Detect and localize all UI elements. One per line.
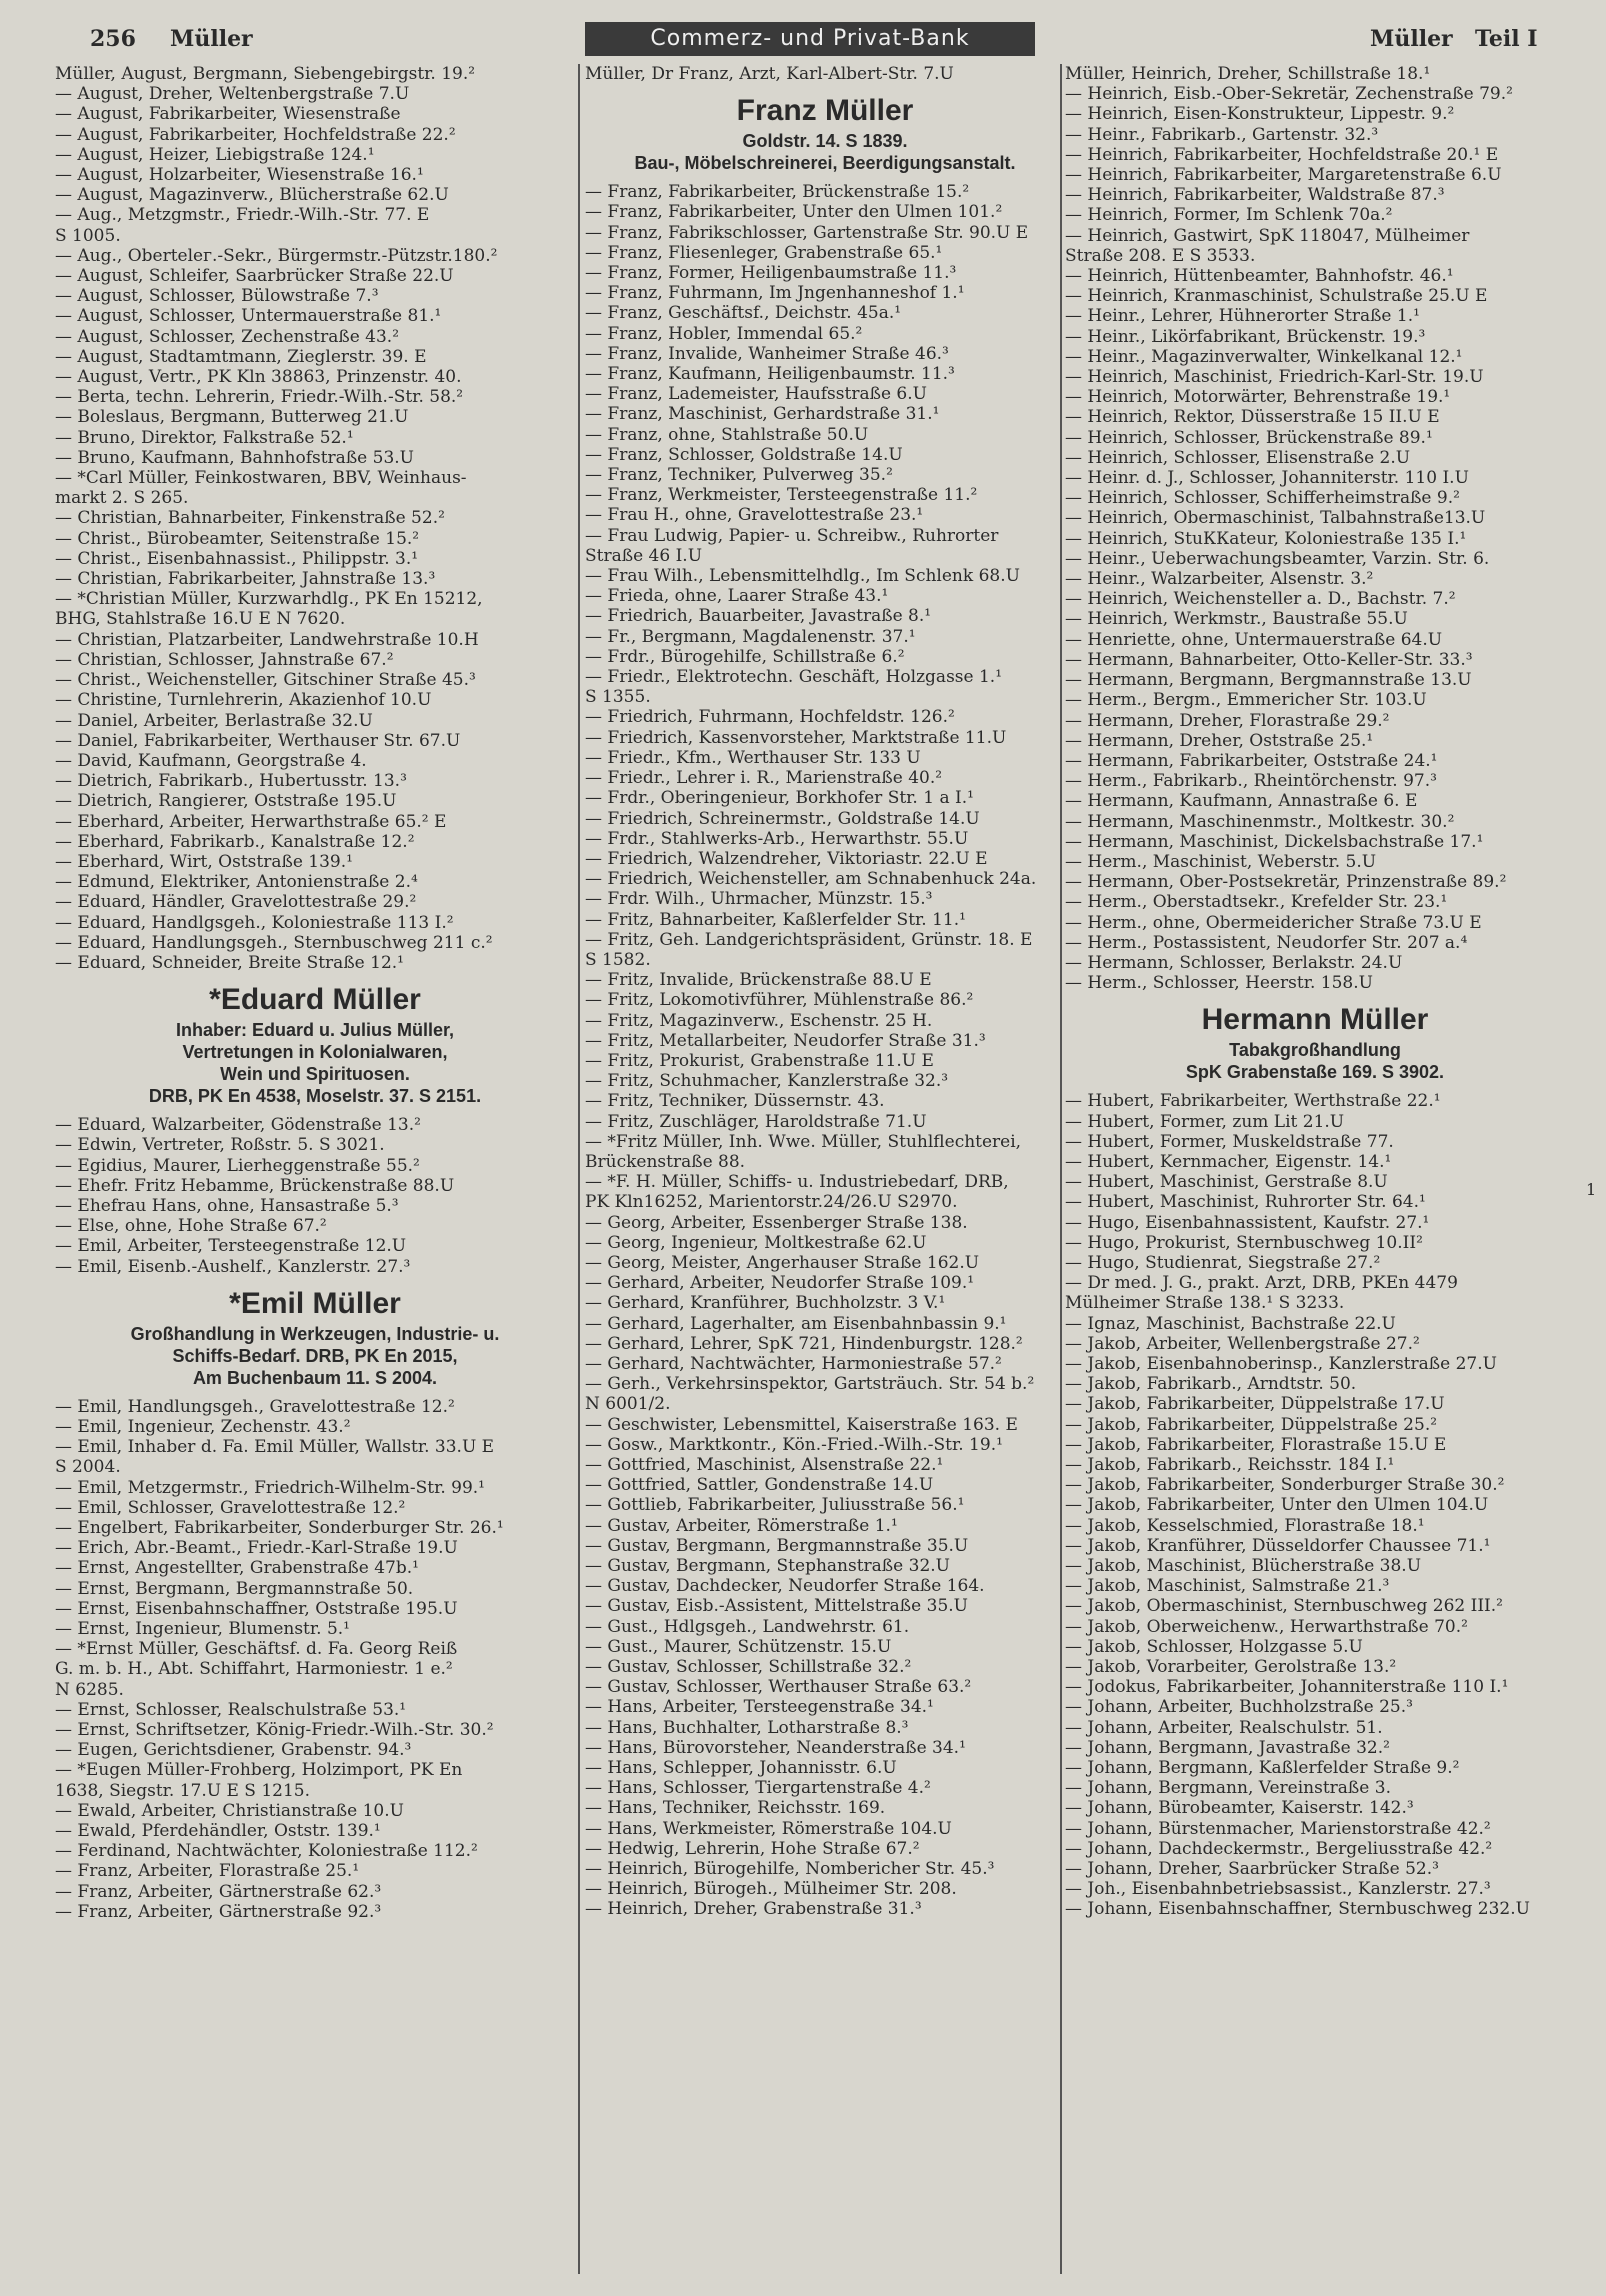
- directory-entry: — Hermann, Bergmann, Bergmannstraße 13.U: [1065, 670, 1472, 691]
- column-2: [585, 64, 1065, 1920]
- directory-entry: — Ernst, Bergmann, Bergmannstraße 50.: [55, 1578, 414, 1599]
- directory-entry: S 1355.: [585, 687, 651, 708]
- directory-entry: — Hubert, Fabrikarbeiter, Werthstraße 22.¹: [1065, 1091, 1441, 1112]
- directory-entry: — Fr., Bergmann, Magdalenenstr. 37.¹: [585, 626, 916, 647]
- directory-entry: — Jakob, Fabrikarbeiter, Sonderburger Straße 30.²: [1065, 1475, 1505, 1496]
- directory-entry: — Eduard, Schneider, Breite Straße 12.¹: [55, 952, 404, 973]
- directory-entry: Müller, August, Bergmann, Siebengebirgstr. 19.²: [55, 64, 476, 84]
- directory-entry: — Dietrich, Rangierer, Oststraße 195.U: [55, 791, 397, 812]
- advert-hermann: [1065, 993, 1565, 1091]
- directory-entry: — Frdr., Oberingenieur, Borkhofer Str. 1 a I.¹: [585, 788, 974, 809]
- directory-entry: — Jakob, Fabrikarbeiter, Düppelstraße 17.U: [1065, 1394, 1445, 1415]
- directory-entry: — Eberhard, Arbeiter, Herwarthstraße 65.² E: [55, 811, 447, 832]
- directory-entry: — Franz, Lademeister, Haufsstraße 6.U: [585, 384, 927, 405]
- directory-entry: — Hubert, Former, Muskeldstraße 77.: [1065, 1131, 1394, 1152]
- directory-entry: — Frau H., ohne, Gravelottestraße 23.¹: [585, 505, 924, 526]
- directory-entry: — Friedr., Kfm., Werthauser Str. 133 U: [585, 747, 921, 768]
- directory-entry: — *Fritz Müller, Inh. Wwe. Müller, Stuhlflechterei,: [585, 1131, 1022, 1152]
- directory-entry: — Gerh., Verkehrsinspektor, Gartsträuch. Str. 54 b.²: [585, 1374, 1035, 1395]
- directory-entry: — Egidius, Maurer, Lierheggenstraße 55.²: [55, 1155, 420, 1176]
- directory-entry: — Franz, Hobler, Immendal 65.²: [585, 323, 863, 344]
- directory-entry: — August, Stadtamtmann, Zieglerstr. 39. E: [55, 346, 427, 367]
- directory-entry: — August, Schleifer, Saarbrücker Straße 22.U: [55, 266, 454, 287]
- directory-entry: — Gerhard, Kranführer, Buchholzstr. 3 V.¹: [585, 1293, 946, 1314]
- directory-entry: — Eugen, Gerichtsdiener, Grabenstr. 94.³: [55, 1740, 412, 1761]
- directory-entry: — August, Holzarbeiter, Wiesenstraße 16.¹: [55, 165, 424, 186]
- directory-entry: — Jakob, Arbeiter, Wellenbergstraße 27.²: [1065, 1333, 1420, 1354]
- advert-line: Wein und Spirituosen.: [220, 1064, 410, 1085]
- directory-entry: — Frieda, ohne, Laarer Straße 43.¹: [585, 586, 889, 607]
- directory-entry: — Jakob, Fabrikarbeiter, Unter den Ulmen 104.U: [1065, 1495, 1489, 1516]
- directory-entry: — Jakob, Schlosser, Holzgasse 5.U: [1065, 1636, 1363, 1657]
- directory-entry: — Gottlieb, Fabrikarbeiter, Juliusstraße 56.¹: [585, 1495, 965, 1516]
- directory-entry: — Franz, Werkmeister, Tersteegenstraße 11.²: [585, 485, 978, 506]
- directory-entry: — Franz, Kaufmann, Heiligenbaumstr. 11.³: [585, 364, 955, 385]
- directory-entry: — Daniel, Fabrikarbeiter, Werthauser Str. 67.U: [55, 730, 461, 751]
- advert-line: Schiffs-Bedarf. DRB, PK En 2015,: [172, 1345, 458, 1366]
- directory-entry: — *Carl Müller, Feinkostwaren, BBV, Weinhaus-: [55, 468, 467, 489]
- directory-entry: — Heinrich, Maschinist, Friedrich-Karl-Str. 19.U: [1065, 367, 1484, 388]
- directory-entry: — Jakob, Fabrikarbeiter, Düppelstraße 25.²: [1065, 1414, 1438, 1435]
- directory-entry: — Berta, techn. Lehrerin, Friedr.-Wilh.-Str. 58.²: [55, 387, 464, 408]
- directory-entry: — Hugo, Eisenbahnassistent, Kaufstr. 27.¹: [1065, 1212, 1430, 1233]
- directory-entry: — Heinrich, Fabrikarbeiter, Margaretenstraße 6.U: [1065, 165, 1502, 186]
- directory-entry: — Friedrich, Kassenvorsteher, Marktstraße 11.U: [585, 727, 1007, 748]
- directory-entry: — Hans, Techniker, Reichsstr. 169.: [585, 1798, 886, 1819]
- advert-eduard: [55, 973, 575, 1115]
- directory-entry: — Franz, Invalide, Wanheimer Straße 46.³: [585, 343, 949, 364]
- directory-entry: — Ehefr. Fritz Hebamme, Brückenstraße 88.U: [55, 1175, 455, 1196]
- directory-entry: — Emil, Ingenieur, Zechenstr. 43.²: [55, 1416, 351, 1437]
- directory-entry: — Edmund, Elektriker, Antonienstraße 2.⁴: [55, 872, 418, 893]
- directory-entry: — Heinr., Walzarbeiter, Alsenstr. 3.²: [1065, 569, 1374, 590]
- directory-entry: — August, Schlosser, Bülowstraße 7.³: [55, 286, 379, 307]
- directory-entry: — Aug., Metzgmstr., Friedr.-Wilh.-Str. 77. E: [55, 205, 430, 226]
- directory-entry: — Heinr., Likörfabrikant, Brückenstr. 19.³: [1065, 326, 1426, 347]
- directory-entry: — Emil, Arbeiter, Tersteegenstraße 12.U: [55, 1236, 407, 1257]
- column-divider: [578, 64, 580, 2274]
- advert-franz: [585, 84, 1065, 182]
- directory-entry: — Jakob, Fabrikarb., Arndtstr. 50.: [1065, 1374, 1357, 1395]
- directory-entry: — Bruno, Kaufmann, Bahnhofstraße 53.U: [55, 447, 415, 468]
- directory-entry: — Ernst, Schlosser, Realschulstraße 53.¹: [55, 1699, 407, 1720]
- directory-entry: — Ernst, Angestellter, Grabenstraße 47b.¹: [55, 1558, 419, 1579]
- directory-entry: — Heinrich, Schlosser, Brückenstraße 89.¹: [1065, 427, 1433, 448]
- advert-line: Am Buchenbaum 11. S 2004.: [192, 1367, 438, 1388]
- column-1: [55, 64, 575, 1922]
- directory-entry: — Heinrich, Dreher, Grabenstraße 31.³: [585, 1899, 922, 1920]
- directory-entry: — Aug., Obertelег.-Sekr., Bürgermstr.-Pützstr.180.²: [55, 245, 498, 266]
- directory-entry: — Heinrich, Kranmaschinist, Schulstraße 25.U E: [1065, 286, 1488, 307]
- directory-entry: — Friedrich, Walzendreher, Viktoriastr. 22.U E: [585, 848, 988, 869]
- directory-entry: — Hubert, Maschinist, Gerstraße 8.U: [1065, 1172, 1388, 1193]
- directory-entry: — Gustav, Arbeiter, Römerstraße 1.¹: [585, 1515, 898, 1536]
- directory-entry: — *Christian Müller, Kurzwarhdlg., PK En 15212,: [55, 589, 483, 610]
- directory-entry: — Heinrich, Motorwärter, Behrenstraße 19.¹: [1065, 387, 1451, 408]
- directory-entry: — Heinr., Lehrer, Hühnerorter Straße 1.¹: [1065, 306, 1420, 327]
- directory-entry: — Herm., Postassistent, Neudorfer Str. 207 a.⁴: [1065, 932, 1468, 953]
- advert-line: Bau-, Möbelschreinerei, Beerdigungsanstalt.: [634, 153, 1016, 174]
- directory-entry: — Eduard, Händler, Gravelottestraße 29.²: [55, 892, 417, 913]
- directory-entry: — August, Fabrikarbeiter, Wiesenstraße: [55, 104, 401, 125]
- directory-entry: — Franz, Maschinist, Gerhardstraße 31.¹: [585, 404, 940, 425]
- directory-entry: — Gustav, Bergmann, Bergmannstraße 35.U: [585, 1535, 969, 1556]
- directory-entry: — Henriette, ohne, Untermauerstraße 64.U: [1065, 629, 1443, 650]
- directory-entry: — Frau Wilh., Lebensmittelhdlg., Im Schlenk 68.U: [585, 566, 1020, 587]
- directory-entry: — Fritz, Geh. Landgerichtspräsident, Grünstr. 18. E: [585, 929, 1033, 950]
- directory-entry: — Georg, Meister, Angerhauser Straße 162.U: [585, 1252, 980, 1273]
- directory-entry: Müller, Heinrich, Dreher, Schillstraße 18.¹: [1065, 64, 1431, 84]
- advert-line: Inhaber: Eduard u. Julius Müller,: [175, 1020, 455, 1041]
- directory-entry: — Christian, Fabrikarbeiter, Jahnstraße 13.³: [55, 569, 436, 590]
- directory-entry: — Hubert, Kernmacher, Eigenstr. 14.¹: [1065, 1151, 1392, 1172]
- directory-entry: — Heinrich, Fabrikarbeiter, Waldstraße 87.³: [1065, 185, 1445, 206]
- directory-entry: — August, Dreher, Weltenbergstraße 7.U: [55, 84, 410, 105]
- advert-line: Tabakgroßhandlung: [1229, 1040, 1401, 1061]
- directory-entry: — Hugo, Prokurist, Sternbuschweg 10.II²: [1065, 1232, 1423, 1253]
- directory-entry: — Heinrich, Werkmstr., Baustraße 55.U: [1065, 609, 1408, 630]
- directory-entry: — Heinrich, Eisb.-Ober-Sekretär, Zechenstraße 79.²: [1065, 84, 1513, 105]
- directory-entry: — Bruno, Direktor, Falkstraße 52.¹: [55, 427, 354, 448]
- directory-entry: — Emil, Handlungsgeh., Gravelottestraße 12.²: [55, 1396, 455, 1417]
- directory-entry: — Hermann, Dreher, Florastraße 29.²: [1065, 710, 1390, 731]
- directory-entry: — Hermann, Maschinenmstr., Moltkestr. 30.²: [1065, 811, 1455, 832]
- directory-entry: PK Kln16252, Marientorstr.24/26.U S2970.: [585, 1192, 958, 1213]
- directory-entry: — Daniel, Arbeiter, Berlastraße 32.U: [55, 710, 373, 731]
- directory-entry: BHG, Stahlstraße 16.U E N 7620.: [55, 609, 346, 630]
- advert-title: Franz Müller: [736, 94, 914, 128]
- directory-entry: — Heinrich, Obermaschinist, Talbahnstraße13.U: [1065, 508, 1486, 529]
- directory-entry: N 6285.: [55, 1679, 124, 1700]
- directory-entry: — Jakob, Vorarbeiter, Gerolstraße 13.²: [1065, 1657, 1397, 1678]
- directory-entry: — Franz, ohne, Stahlstraße 50.U: [585, 424, 869, 445]
- directory-entry: — Georg, Arbeiter, Essenberger Straße 138.: [585, 1212, 968, 1233]
- directory-entry: — Herm., Bergm., Emmericher Str. 103.U: [1065, 690, 1427, 711]
- directory-entry: — Heinrich, Bürogehilfe, Nombericher Str. 45.³: [585, 1859, 995, 1880]
- directory-entry: — Heinr., Ueberwachungsbeamter, Varzin. Str. 6.: [1065, 548, 1490, 569]
- directory-entry: — Hans, Buchhalter, Lotharstraße 8.³: [585, 1717, 909, 1738]
- directory-entry: — Jakob, Eisenbahnoberinsp., Kanzlerstraße 27.U: [1065, 1353, 1497, 1374]
- directory-entry: markt 2. S 265.: [55, 488, 189, 509]
- directory-entry: — Else, ohne, Hohe Straße 67.²: [55, 1216, 327, 1237]
- directory-entry: — Christ., Bürobeamter, Seitenstraße 15.²: [55, 528, 420, 549]
- directory-entry: — Ernst, Ingenieur, Blumenstr. 5.¹: [55, 1619, 350, 1639]
- directory-entry: — Christine, Turnlehrerin, Akazienhof 10.U: [55, 690, 432, 711]
- directory-entry: — Ehefrau Hans, ohne, Hansastraße 5.³: [55, 1195, 399, 1216]
- entry-list: [55, 1115, 575, 1277]
- advert-line: DRB, PK En 4538, Moselstr. 37. S 2151.: [148, 1086, 482, 1107]
- directory-entry: — Heinrich, Eisen-Konstrukteur, Lippestr. 9.²: [1065, 104, 1455, 125]
- directory-entry: N 6001/2.: [585, 1394, 671, 1415]
- directory-entry: — Fritz, Metallarbeiter, Neudorfer Straße 31.³: [585, 1030, 986, 1051]
- advert-line: Goldstr. 14. S 1839.: [742, 131, 908, 152]
- directory-entry: — Heinrich, Bürogeh., Mülheimer Str. 208.: [585, 1879, 957, 1900]
- advert-line: Großhandlung in Werkzeugen, Industrie- u.: [130, 1323, 500, 1344]
- directory-entry: — Gerhard, Nachtwächter, Harmoniestraße 57.²: [585, 1353, 1002, 1374]
- directory-entry: — August, Magazinverw., Blücherstraße 62.U: [55, 185, 449, 206]
- entry-list: [55, 64, 575, 973]
- directory-entry: — Ewald, Arbeiter, Christianstraße 10.U: [55, 1800, 404, 1821]
- directory-entry: — Georg, Ingenieur, Moltkestraße 62.U: [585, 1232, 927, 1253]
- entry-list: [585, 182, 1065, 1919]
- directory-entry: — Eberhard, Fabrikarb., Kanalstraße 12.²: [55, 831, 415, 852]
- directory-entry: — Boleslaus, Bergmann, Butterweg 21.U: [55, 407, 409, 428]
- directory-entry: — Hermann, Maschinist, Dickelsbachstraße 17.¹: [1065, 831, 1484, 852]
- directory-entry: — Friedrich, Weichensteller, am Schnabenhuck 24a.: [585, 869, 1037, 890]
- directory-entry: — Ignaz, Maschinist, Bachstraße 22.U: [1065, 1313, 1396, 1334]
- entry-list: [1065, 64, 1565, 993]
- directory-entry: — Franz, Arbeiter, Gärtnerstraße 62.³: [55, 1881, 382, 1902]
- directory-entry: — Gerhard, Lagerhalter, am Eisenbahnbassin 9.¹: [585, 1313, 1007, 1334]
- directory-entry: — Friedr., Lehrer i. R., Marienstraße 40.²: [585, 768, 943, 789]
- advert-title: *Eduard Müller: [209, 983, 421, 1017]
- bank-banner: Commerz- und Privat-Bank: [585, 22, 1035, 56]
- directory-entry: — Hubert, Former, zum Lit 21.U: [1065, 1111, 1345, 1132]
- advert-line: Vertretungen in Kolonialwaren,: [182, 1042, 448, 1063]
- directory-entry: — Johann, Bergmann, Kaßlerfelder Straße 9.²: [1065, 1758, 1460, 1779]
- directory-entry: — Emil, Inhaber d. Fa. Emil Müller, Wallstr. 33.U E: [55, 1437, 495, 1458]
- directory-entry: — Hermann, Schlosser, Berlakstr. 24.U: [1065, 952, 1403, 973]
- directory-entry: — Hermann, Bahnarbeiter, Otto-Keller-Str. 33.³: [1065, 649, 1473, 670]
- directory-entry: — Joh., Eisenbahnbetriebsassist., Kanzlerstr. 27.³: [1065, 1879, 1491, 1900]
- directory-entry: — *Ernst Müller, Geschäftsf. d. Fa. Georg Reiß: [55, 1639, 458, 1660]
- directory-entry: — Gottfried, Maschinist, Alsenstraße 22.¹: [585, 1455, 944, 1475]
- directory-entry: S 1582.: [585, 949, 651, 970]
- directory-entry: — Franz, Fliesenleger, Grabenstraße 65.¹: [585, 242, 943, 263]
- directory-entry: — Ernst, Schriftsetzer, König-Friedr.-Wilh.-Str. 30.²: [55, 1720, 494, 1741]
- directory-entry: — Emil, Eisenb.-Aushelf., Kanzlerstr. 27.³: [55, 1256, 411, 1277]
- directory-entry: — Heinrich, Weichensteller a. D., Bachstr. 7.²: [1065, 589, 1456, 610]
- directory-entry: — Ewald, Pferdehändler, Oststr. 139.¹: [55, 1821, 381, 1842]
- directory-entry: — Christian, Bahnarbeiter, Finkenstraße 52.²: [55, 508, 445, 529]
- directory-entry: — Johann, Eisenbahnschaffner, Sternbuschweg 232.U: [1065, 1899, 1530, 1920]
- directory-entry: — Hermann, Kaufmann, Annastraße 6. E: [1065, 791, 1418, 812]
- directory-entry: — Johann, Bürstenmacher, Marienstorstraße 42.²: [1065, 1818, 1491, 1839]
- directory-entry: Mülheimer Straße 138.¹ S 3233.: [1065, 1293, 1345, 1314]
- directory-entry: — Gottfried, Sattler, Gondenstraße 14.U: [585, 1475, 934, 1496]
- directory-entry: — Eduard, Handlgsgeh., Koloniestraße 113 I.²: [55, 912, 454, 933]
- directory-entry: — Franz, Fabrikarbeiter, Unter den Ulmen 101.²: [585, 202, 1003, 223]
- directory-entry: — Ferdinand, Nachtwächter, Koloniestraße 112.²: [55, 1841, 478, 1862]
- directory-entry: — Jakob, Maschinist, Blücherstraße 38.U: [1065, 1556, 1422, 1577]
- directory-entry: — Johann, Bergmann, Vereinstraße 3.: [1065, 1778, 1391, 1799]
- directory-entry: — Heinrich, Gastwirt, SpK 118047, Mülheimer: [1065, 225, 1470, 246]
- directory-entry: — Franz, Fabrikschlosser, Gartenstraße Str. 90.U E: [585, 222, 1029, 243]
- directory-entry: — Frdr. Wilh., Uhrmacher, Münzstr. 15.³: [585, 889, 933, 910]
- page-number: 256: [90, 26, 136, 52]
- directory-entry: — Gustav, Schlosser, Werthauser Straße 63.²: [585, 1677, 972, 1698]
- directory-entry: — Jakob, Oberweichenw., Herwarthstraße 70.²: [1065, 1616, 1468, 1637]
- directory-entry: — Hans, Werkmeister, Römerstraße 104.U: [585, 1818, 952, 1839]
- directory-entry: — Jakob, Maschinist, Salmstraße 21.³: [1065, 1576, 1390, 1597]
- directory-entry: — Jakob, Fabrikarb., Reichsstr. 184 I.¹: [1065, 1455, 1395, 1475]
- advert-line: SpK Grabenstaße 169. S 3902.: [1185, 1062, 1445, 1083]
- directory-entry: — Jakob, Obermaschinist, Sternbuschweg 262 III.²: [1065, 1596, 1503, 1617]
- directory-entry: Müller, Dr Franz, Arzt, Karl-Albert-Str. 7.U: [585, 64, 954, 84]
- directory-entry: — Heinrich, Hüttenbeamter, Bahnhofstr. 46.¹: [1065, 266, 1454, 287]
- directory-entry: — Gerhard, Lehrer, SpK 721, Hindenburgstr. 128.²: [585, 1333, 1023, 1354]
- directory-entry: — Franz, Geschäftsf., Deichstr. 45a.¹: [585, 303, 902, 324]
- directory-entry: — Gustav, Bergmann, Stephanstraße 32.U: [585, 1556, 950, 1577]
- directory-entry: — August, Schlosser, Untermauerstraße 81.¹: [55, 306, 442, 327]
- directory-entry: — Erich, Abr.-Beamt., Friedr.-Karl-Straße 19.U: [55, 1538, 458, 1559]
- directory-entry: — Friedrich, Schreinermstr., Goldstraße 14.U: [585, 808, 980, 829]
- directory-entry: — Friedrich, Bauarbeiter, Javastraße 8.¹: [585, 606, 932, 627]
- directory-entry: — August, Fabrikarbeiter, Hochfeldstraße 22.²: [55, 124, 456, 145]
- entry-list: [1065, 1091, 1565, 1919]
- directory-entry: — Emil, Schlosser, Gravelottestraße 12.²: [55, 1497, 406, 1518]
- directory-entry: — Heinr., Fabrikarb., Gartenstr. 32.³: [1065, 124, 1379, 145]
- directory-entry: — Franz, Techniker, Pulverweg 35.²: [585, 465, 893, 486]
- directory-entry: — August, Vertr., PK Kln 38863, Prinzenstr. 40.: [55, 367, 462, 388]
- directory-entry: — Hugo, Studienrat, Siegstraße 27.²: [1065, 1252, 1381, 1273]
- directory-entry: — Edwin, Vertreter, Roßstr. 5. S 3021.: [55, 1135, 385, 1156]
- directory-entry: — Johann, Bergmann, Javastraße 32.²: [1065, 1737, 1390, 1758]
- directory-entry: — Hans, Bürovorsteher, Neanderstraße 34.¹: [585, 1737, 966, 1758]
- directory-entry: — Hans, Schlepper, Johannisstr. 6.U: [585, 1758, 897, 1779]
- directory-entry: — Hedwig, Lehrerin, Hohe Straße 67.²: [585, 1838, 920, 1859]
- directory-entry: — Franz, Arbeiter, Florastraße 25.¹: [55, 1861, 360, 1882]
- directory-entry: — Gustav, Dachdecker, Neudorfer Straße 164.: [585, 1576, 985, 1597]
- directory-entry: — Christ., Eisenbahnassist., Philippstr. 3.¹: [55, 548, 419, 569]
- directory-entry: — Fritz, Prokurist, Grabenstraße 11.U E: [585, 1050, 934, 1071]
- directory-entry: — Engelbert, Fabrikarbeiter, Sonderburger Str. 26.¹: [55, 1517, 504, 1538]
- directory-entry: — David, Kaufmann, Georgstraße 4.: [55, 750, 367, 771]
- edge-mark: 1: [1586, 1180, 1597, 1199]
- advert-emil: [55, 1277, 575, 1397]
- directory-entry: — Eberhard, Wirt, Oststraße 139.¹: [55, 851, 353, 872]
- directory-entry: — August, Heizer, Liebigstraße 124.¹: [55, 144, 375, 165]
- directory-entry: — Heinrich, Schlosser, Elisenstraße 2.U: [1065, 447, 1411, 468]
- directory-entry: — Ernst, Eisenbahnschaffner, Oststraße 195.U: [55, 1598, 458, 1619]
- directory-entry: — Christian, Platzarbeiter, Landwehrstraße 10.H: [55, 629, 479, 650]
- directory-entry: — Hans, Schlosser, Tiergartenstraße 4.²: [585, 1778, 931, 1799]
- directory-entry: — Gust., Maurer, Schützenstr. 15.U: [585, 1636, 892, 1657]
- directory-entry: — Gerhard, Arbeiter, Neudorfer Straße 109.¹: [585, 1273, 975, 1294]
- directory-entry: 1638, Siegstr. 17.U E S 1215.: [55, 1780, 311, 1801]
- directory-entry: — Frdr., Stahlwerks-Arb., Herwarthstr. 55.U: [585, 828, 969, 849]
- advert-title: *Emil Müller: [229, 1286, 401, 1320]
- directory-entry: — Frdr., Bürogehilfe, Schillstraße 6.²: [585, 646, 905, 667]
- directory-entry: — Franz, Former, Heiligenbaumstraße 11.³: [585, 263, 957, 284]
- directory-entry: — Franz, Schlosser, Goldstraße 14.U: [585, 444, 903, 465]
- directory-entry: — Herm., Schlosser, Heerstr. 158.U: [1065, 973, 1373, 994]
- advert-title: Hermann Müller: [1201, 1003, 1429, 1037]
- directory-entry: — Heinrich, Former, Im Schlenk 70a.²: [1065, 205, 1393, 226]
- directory-entry: — Johann, Dachdeckermstr., Bergeliusstraße 42.²: [1065, 1838, 1493, 1859]
- directory-entry: — Heinr. d. J., Schlosser, Johanniterstr. 110 I.U: [1065, 468, 1469, 489]
- directory-entry: — Fritz, Schuhmacher, Kanzlerstraße 32.³: [585, 1071, 949, 1092]
- directory-entry: — Hermann, Dreher, Oststraße 25.¹: [1065, 730, 1374, 751]
- entry-list: [585, 64, 1065, 84]
- directory-entry: — Johann, Bürobeamter, Kaiserstr. 142.³: [1065, 1798, 1414, 1819]
- directory-entry: — Herm., Fabrikarb., Rheintörchenstr. 97.³: [1065, 771, 1437, 792]
- directory-entry: — Eduard, Walzarbeiter, Gödenstraße 13.²: [55, 1115, 421, 1136]
- directory-entry: — Jodokus, Fabrikarbeiter, Johanniterstraße 110 I.¹: [1065, 1677, 1509, 1698]
- directory-entry: — Fritz, Invalide, Brückenstraße 88.U E: [585, 970, 932, 991]
- directory-entry: — August, Schlosser, Zechenstraße 43.²: [55, 326, 400, 347]
- directory-entry: — Heinrich, Fabrikarbeiter, Hochfeldstraße 20.¹ E: [1065, 144, 1499, 165]
- directory-entry: — Fritz, Zuschläger, Haroldstraße 71.U: [585, 1111, 927, 1132]
- directory-entry: Brückenstraße 88.: [585, 1151, 746, 1172]
- part-label: Teil I: [1475, 26, 1538, 52]
- entry-list: [55, 1397, 575, 1922]
- directory-entry: — Gust., Hdlgsgeh., Landwehrstr. 61.: [585, 1616, 910, 1637]
- directory-entry: — Friedrich, Fuhrmann, Hochfeldstr. 126.²: [585, 707, 955, 728]
- directory-entry: — Johann, Arbeiter, Realschulstr. 51.: [1065, 1717, 1383, 1738]
- directory-entry: — *Eugen Müller-Frohberg, Holzimport, PK En: [55, 1760, 463, 1781]
- directory-entry: — Gosw., Marktkontr., Kön.-Fried.-Wilh.-Str. 19.¹: [585, 1434, 1003, 1455]
- directory-entry: G. m. b. H., Abt. Schiffahrt, Harmoniestr. 1 e.²: [55, 1659, 453, 1680]
- directory-entry: — Eduard, Handlungsgeh., Sternbuschweg 211 c.²: [55, 932, 493, 953]
- directory-entry: — Fritz, Bahnarbeiter, Kaßlerfelder Str. 11.¹: [585, 909, 966, 930]
- directory-entry: — Franz, Fuhrmann, Im Jngenhanneshof 1.¹: [585, 283, 965, 304]
- directory-entry: — Geschwister, Lebensmittel, Kaiserstraße 163. E: [585, 1414, 1018, 1435]
- directory-entry: Straße 46 I.U: [585, 545, 703, 566]
- directory-entry: — Heinr., Magazinverwalter, Winkelkanal 12.¹: [1065, 346, 1463, 367]
- directory-entry: — Hubert, Maschinist, Ruhrorter Str. 64.¹: [1065, 1192, 1426, 1213]
- directory-entry: — Johann, Dreher, Saarbrücker Straße 52.³: [1065, 1859, 1439, 1880]
- directory-entry: — Dr med. J. G., prakt. Arzt, DRB, PKEn 4479: [1065, 1273, 1458, 1294]
- directory-entry: — Heinrich, Rektor, Düsserstraße 15 II.U E: [1065, 407, 1440, 428]
- directory-entry: — Christ., Weichensteller, Gitschiner Straße 45.³: [55, 670, 476, 691]
- left-running-head: Müller: [170, 26, 253, 52]
- directory-entry: — Johann, Arbeiter, Buchholzstraße 25.³: [1065, 1697, 1413, 1718]
- column-3: [1065, 64, 1565, 1920]
- directory-entry: — Fritz, Techniker, Düssernstr. 43.: [585, 1091, 885, 1112]
- directory-entry: — Friedr., Elektrotechn. Geschäft, Holzgasse 1.¹: [585, 667, 1003, 688]
- directory-entry: S 1005.: [55, 225, 121, 246]
- directory-entry: — Heinrich, StuККateur, Koloniestraße 135 I.¹: [1065, 528, 1467, 549]
- directory-entry: — Fritz, Magazinverw., Eschenstr. 25 H.: [585, 1010, 933, 1031]
- directory-entry: — Herm., Maschinist, Weberstr. 5.U: [1065, 851, 1377, 872]
- directory-entry: — Frau Ludwig, Papier- u. Schreibw., Ruhrorter: [585, 525, 999, 546]
- directory-entry: — Herm., Oberstadtsekr., Krefelder Str. 23.¹: [1065, 892, 1448, 913]
- directory-entry: — Dietrich, Fabrikarb., Hubertusstr. 13.³: [55, 771, 407, 792]
- directory-entry: Straße 208. E S 3533.: [1065, 245, 1256, 266]
- directory-entry: — Jakob, Fabrikarbeiter, Florastraße 15.U E: [1065, 1434, 1447, 1455]
- directory-entry: — Christian, Schlosser, Jahnstraße 67.²: [55, 649, 394, 670]
- directory-entry: S 2004.: [55, 1457, 121, 1478]
- directory-entry: — Fritz, Lokomotivführer, Mühlenstraße 86.²: [585, 990, 974, 1011]
- directory-entry: — Emil, Metzgermstr., Friedrich-Wilhelm-Str. 99.¹: [55, 1477, 485, 1498]
- directory-entry: — *F. H. Müller, Schiffs- u. Industriebedarf, DRB,: [585, 1172, 1009, 1193]
- directory-entry: — Franz, Arbeiter, Gärtnerstraße 92.³: [55, 1901, 382, 1922]
- directory-entry: — Hermann, Fabrikarbeiter, Oststraße 24.¹: [1065, 750, 1438, 771]
- directory-entry: — Gustav, Schlosser, Schillstraße 32.²: [585, 1657, 912, 1678]
- directory-entry: — Jakob, Kranführer, Düsseldorfer Chaussee 71.¹: [1065, 1535, 1491, 1556]
- directory-entry: — Heinrich, Schlosser, Schifferheimstraße 9.²: [1065, 488, 1460, 509]
- directory-entry: — Hans, Arbeiter, Tersteegenstraße 34.¹: [585, 1697, 934, 1718]
- page-header: [0, 22, 1606, 62]
- right-running-head: Müller: [1370, 26, 1453, 52]
- directory-entry: — Gustav, Eisb.-Assistent, Mittelstraße 35.U: [585, 1596, 968, 1617]
- directory-entry: — Jakob, Kesselschmied, Florastraße 18.¹: [1065, 1515, 1425, 1536]
- directory-entry: — Herm., ohne, Obermeidericher Straße 73.U E: [1065, 912, 1482, 933]
- directory-entry: — Hermann, Ober-Postsekretär, Prinzenstraße 89.²: [1065, 872, 1507, 893]
- directory-entry: — Franz, Fabrikarbeiter, Brückenstraße 15.²: [585, 182, 970, 203]
